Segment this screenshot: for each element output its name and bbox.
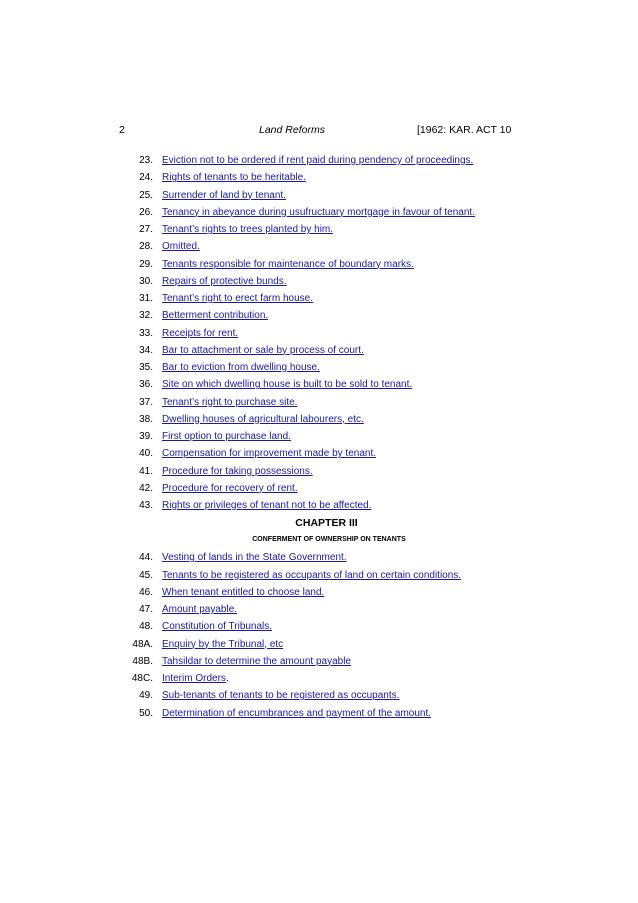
section-number: 44. [139, 552, 153, 564]
toc-row [0, 345, 638, 362]
section-link[interactable]: Enquiry by the Tribunal, etc [162, 638, 284, 650]
section-number: 43. [139, 500, 153, 511]
section-number: 46. [139, 586, 153, 598]
toc-row [0, 362, 638, 379]
toc-row [0, 172, 638, 189]
section-link[interactable]: Bar to eviction from dwelling house. [162, 362, 320, 373]
section-link[interactable]: Betterment contribution. [162, 310, 269, 322]
section-link[interactable]: When tenant entitled to choose land. [162, 586, 325, 598]
toc-row [0, 155, 638, 172]
page-header [119, 124, 519, 140]
section-link[interactable]: Omitted. [162, 241, 200, 253]
section-link[interactable]: Interim Orders [162, 673, 226, 684]
section-number: 26. [139, 206, 153, 218]
section-number: 28. [139, 241, 153, 253]
toc-row [0, 207, 638, 224]
section-link[interactable]: Vesting of lands in the State Government. [162, 552, 347, 564]
section-link[interactable]: Amount payable. [162, 604, 238, 615]
section-list-a [0, 155, 638, 517]
table-of-contents [0, 155, 638, 725]
section-link[interactable]: Bar to attachment or sale by process of court. [162, 344, 364, 356]
section-list-b [0, 552, 638, 725]
section-number: 27. [139, 224, 153, 235]
toc-row [0, 293, 638, 310]
toc-row [0, 310, 638, 327]
toc-row [0, 379, 638, 396]
section-number: 45. [139, 569, 153, 581]
act-reference: [1962: KAR. ACT 10 [417, 124, 512, 136]
section-link[interactable]: Receipts for rent. [162, 327, 239, 339]
section-link[interactable]: Procedure for recovery of rent. [162, 482, 298, 494]
section-link[interactable]: Rights of tenants to be heritable. [162, 172, 306, 184]
section-link[interactable]: Tenant’s right to erect farm house. [162, 293, 314, 304]
toc-row [0, 708, 638, 725]
section-link[interactable]: Determination of encumbrances and payment of the amount. [162, 707, 432, 719]
section-number: 25. [139, 189, 153, 201]
toc-row [0, 604, 638, 621]
section-number: 32. [139, 310, 153, 322]
toc-row [0, 448, 638, 465]
section-number: 37. [139, 396, 153, 408]
toc-row [0, 241, 638, 258]
section-number: 40. [139, 448, 153, 460]
toc-row [0, 570, 638, 587]
toc-row [0, 397, 638, 414]
section-number: 49. [139, 690, 153, 702]
toc-row [0, 621, 638, 638]
section-number: 47. [139, 604, 153, 615]
section-link[interactable]: Tenants responsible for maintenance of boundary marks. [162, 258, 414, 270]
section-link[interactable]: Surrender of land by tenant. [162, 189, 286, 201]
chapter-subheading: CONFERMENT OF OWNERSHIP ON TENANTS [252, 536, 406, 544]
section-link[interactable]: Tenant’s rights to trees planted by him. [162, 224, 334, 235]
section-number: 36. [139, 379, 153, 391]
toc-row [0, 552, 638, 569]
section-number: 35. [139, 362, 153, 373]
toc-row [0, 414, 638, 431]
section-number: 48A. [132, 638, 153, 650]
toc-row [0, 328, 638, 345]
toc-row [0, 656, 638, 673]
section-number: 42. [139, 482, 153, 494]
toc-row [0, 190, 638, 207]
section-number: 31. [139, 293, 153, 304]
section-number: 38. [139, 413, 153, 425]
section-link[interactable]: First option to purchase land. [162, 431, 291, 442]
section-link[interactable]: Procedure for taking possessions. [162, 465, 313, 477]
toc-row [0, 500, 638, 517]
section-number: 24. [139, 172, 153, 184]
toc-row [0, 673, 638, 690]
section-number: 23. [139, 155, 153, 166]
toc-row [0, 224, 638, 241]
toc-row [0, 276, 638, 293]
section-link[interactable]: Constitution of Tribunals. [162, 621, 273, 633]
section-number: 48C. [131, 673, 153, 684]
section-link[interactable]: Tenancy in abeyance during usufructuary mortgage in favour of tenant. [162, 206, 475, 218]
toc-row [0, 639, 638, 656]
chapter-heading: CHAPTER III [295, 517, 358, 530]
section-link[interactable]: Dwelling houses of agricultural labourers, etc. [162, 413, 364, 425]
section-link[interactable]: Compensation for improvement made by tenant. [162, 448, 376, 460]
section-number: 29. [139, 258, 153, 270]
section-number: 30. [139, 275, 153, 287]
section-number: 48. [139, 621, 153, 633]
section-link[interactable]: Eviction not to be ordered if rent paid during pendency of proceedings. [162, 155, 474, 166]
section-link[interactable]: Repairs of protective bunds. [162, 275, 287, 287]
section-number: 41. [139, 465, 153, 477]
toc-row [0, 259, 638, 276]
section-link-tail: . [226, 673, 229, 684]
section-number: 39. [139, 431, 153, 442]
section-number: 50. [139, 707, 153, 719]
page-number: 2 [119, 124, 125, 136]
section-number: 34. [139, 344, 153, 356]
section-link[interactable]: Sub-tenants of tenants to be registered as occupants. [162, 690, 400, 702]
toc-row [0, 587, 638, 604]
section-number: 48B. [132, 655, 153, 667]
section-link[interactable]: Tenant’s right to purchase site. [162, 396, 298, 408]
section-link[interactable]: Tenants to be registered as occupants of land on certain conditions. [162, 569, 462, 581]
toc-row [0, 431, 638, 448]
section-link[interactable]: Rights or privileges of tenant not to be affected. [162, 500, 372, 511]
section-link[interactable]: Site on which dwelling house is built to be sold to tenant. [162, 379, 413, 391]
toc-row [0, 466, 638, 483]
toc-row [0, 690, 638, 707]
toc-row [0, 483, 638, 500]
running-title: Land Reforms [259, 124, 325, 136]
section-number: 33. [139, 327, 153, 339]
section-link[interactable]: Tahsildar to determine the amount payable [162, 655, 352, 667]
